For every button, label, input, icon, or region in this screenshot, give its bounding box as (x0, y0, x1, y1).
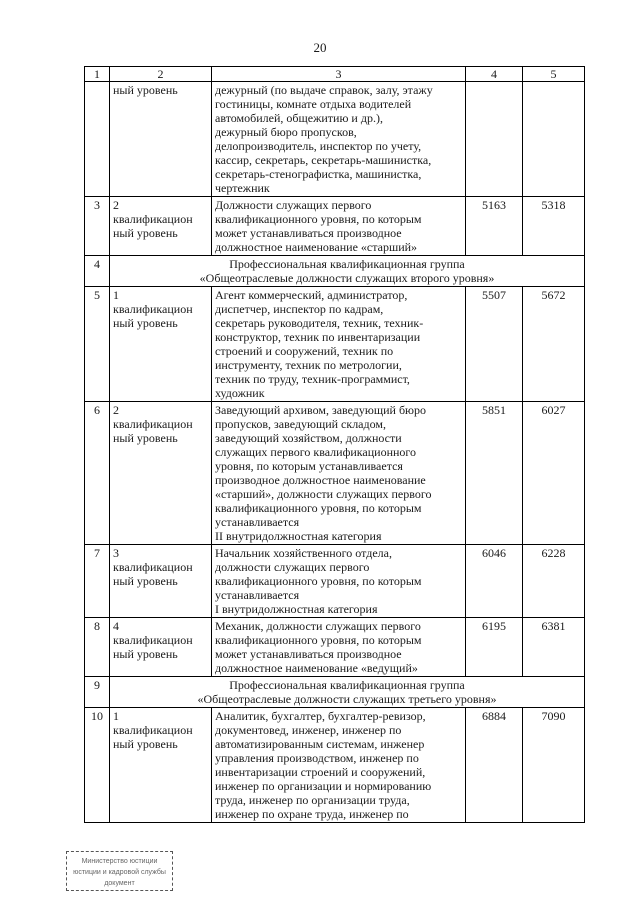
level-text-line: квалификацион (113, 417, 193, 431)
positions-text-line: может устанавливаться производное (215, 226, 402, 240)
positions-text-line: Механик, должности служащих первого (215, 619, 421, 633)
positions-text-line: секретарь руководителя, техник, техник- (215, 316, 424, 330)
positions-text-line: может устанавливаться производное (215, 647, 402, 661)
level-text-line: 4 (113, 619, 119, 633)
positions-text-line: Начальник хозяйственного отдела, (215, 546, 392, 560)
positions-text-line: инженер по организации и нормированию (215, 779, 432, 793)
row-number-cell: 6 (85, 402, 110, 545)
positions-text-line: конструктор, техник по инвентаризации (215, 330, 421, 344)
row-number-cell: 5 (85, 287, 110, 402)
table-header-row (85, 67, 585, 82)
group-row (85, 677, 585, 708)
level-text-line: ный уровень (113, 83, 178, 97)
header-cell-1: 1 (85, 67, 110, 82)
positions-text-line: автоматизированным системам, инженер (215, 737, 425, 751)
salary-cell-col5: 6381 (523, 618, 585, 677)
level-text-line: 1 (113, 709, 119, 723)
salary-cell-col4: 5851 (466, 402, 523, 545)
table-body (85, 67, 585, 823)
positions-text-line: инструменту, техник по метрологии, (215, 358, 402, 372)
positions-cell (212, 197, 466, 256)
salary-cell-col5 (523, 82, 585, 197)
positions-text-line: служащих первого квалификационного (215, 445, 417, 459)
positions-text-line: квалификационного уровня, по которым (215, 574, 422, 588)
qualification-level-cell (110, 545, 212, 618)
table-row (85, 545, 585, 618)
level-text-line: квалификацион (113, 302, 193, 316)
stamp-line: документ (104, 880, 135, 887)
positions-cell (212, 618, 466, 677)
table-row (85, 287, 585, 402)
positions-text-line: II внутридолжностная категория (215, 529, 382, 543)
positions-text-line: пропусков, заведующий складом, (215, 417, 386, 431)
salary-cell-col4 (466, 82, 523, 197)
group-title-cell (110, 677, 585, 708)
level-text-line: квалификацион (113, 633, 193, 647)
level-text-line: квалификацион (113, 212, 193, 226)
group-title-line: «Общеотраслевые должности служащих второго уровня» (199, 271, 495, 285)
positions-text-line: должностное наименование «старший» (215, 240, 418, 254)
positions-text-line: должностное наименование «ведущий» (215, 661, 418, 675)
stamp-line: Министерство юстиции (81, 858, 158, 865)
positions-text-line: Агент коммерческий, администратор, (215, 288, 408, 302)
positions-text-line: должности служащих первого (215, 560, 370, 574)
group-row (85, 256, 585, 287)
level-text-line: ный уровень (113, 574, 178, 588)
header-cell-5: 5 (523, 67, 585, 82)
positions-cell (212, 708, 466, 823)
positions-text-line: квалификационного уровня, по которым (215, 212, 422, 226)
row-number-cell (85, 82, 110, 197)
group-title-cell (110, 256, 585, 287)
level-text-line: квалификацион (113, 723, 193, 737)
positions-text-line: инвентаризации строений и сооружений, (215, 765, 426, 779)
row-number-cell: 7 (85, 545, 110, 618)
level-text-line: 3 (113, 546, 119, 560)
positions-text-line: труда, инженер по организации труда, (215, 793, 410, 807)
positions-text-line: кассир, секретарь, секретарь-машинистка, (215, 153, 432, 167)
salary-cell-col4: 6046 (466, 545, 523, 618)
qualification-level-cell (110, 618, 212, 677)
qualification-level-cell (110, 708, 212, 823)
table-row (85, 82, 585, 197)
table-row (85, 197, 585, 256)
registration-stamp (66, 851, 173, 891)
positions-text-line: заведующий хозяйством, должности (215, 431, 402, 445)
level-text-line: 1 (113, 288, 119, 302)
salary-cell-col5: 5318 (523, 197, 585, 256)
qualification-level-cell (110, 197, 212, 256)
group-title-line: Профессиональная квалификационная группа (229, 678, 465, 692)
salary-cell-col5: 7090 (523, 708, 585, 823)
positions-text-line: квалификационного уровня, по которым (215, 633, 422, 647)
salary-cell-col4: 6884 (466, 708, 523, 823)
positions-text-line: «старший», должности служащих первого (215, 487, 432, 501)
positions-text-line: художник (215, 386, 265, 400)
positions-text-line: чертежник (215, 181, 270, 195)
level-text-line: ный уровень (113, 226, 178, 240)
level-text-line: 2 (113, 198, 119, 212)
qualification-level-cell (110, 287, 212, 402)
table-row (85, 618, 585, 677)
row-number-cell: 10 (85, 708, 110, 823)
positions-text-line: дежурный (по выдаче справок, залу, этажу (215, 83, 433, 97)
group-title-line: Профессиональная квалификационная группа (229, 257, 465, 271)
positions-text-line: Должности служащих первого (215, 198, 372, 212)
positions-text-line: техник по труду, техник-программист, (215, 372, 410, 386)
level-text-line: ный уровень (113, 431, 178, 445)
qualification-table (84, 66, 585, 823)
level-text-line: ный уровень (113, 647, 178, 661)
positions-text-line: производное должностное наименование (215, 473, 426, 487)
positions-text-line: делопроизводитель, инспектор по учету, (215, 139, 422, 153)
header-cell-2: 2 (110, 67, 212, 82)
row-number-cell: 4 (85, 256, 110, 287)
positions-text-line: гостиницы, комнате отдыха водителей (215, 97, 412, 111)
positions-cell (212, 82, 466, 197)
positions-text-line: диспетчер, инспектор по кадрам, (215, 302, 384, 316)
positions-text-line: устанавливается (215, 588, 300, 602)
positions-text-line: устанавливается (215, 515, 300, 529)
positions-text-line: документовед, инженер, инженер по (215, 723, 402, 737)
salary-cell-col4: 5163 (466, 197, 523, 256)
positions-text-line: I внутридолжностная категория (215, 602, 378, 616)
qualification-level-cell (110, 402, 212, 545)
header-cell-4: 4 (466, 67, 523, 82)
positions-text-line: строений и сооружений, техник по (215, 344, 394, 358)
header-cell-3: 3 (212, 67, 466, 82)
positions-cell (212, 545, 466, 618)
salary-cell-col4: 6195 (466, 618, 523, 677)
row-number-cell: 8 (85, 618, 110, 677)
positions-text-line: инженер по охране труда, инженер по (215, 807, 409, 821)
row-number-cell: 9 (85, 677, 110, 708)
level-text-line: квалификацион (113, 560, 193, 574)
group-title-line: «Общеотраслевые должности служащих третьего уровня» (197, 692, 497, 706)
level-text-line: ный уровень (113, 316, 178, 330)
row-number-cell: 3 (85, 197, 110, 256)
table-row (85, 708, 585, 823)
positions-text-line: управления производством, инженер по (215, 751, 419, 765)
level-text-line: ный уровень (113, 737, 178, 751)
salary-cell-col5: 6228 (523, 545, 585, 618)
positions-text-line: секретарь-стенографистка, машинистка, (215, 167, 422, 181)
positions-cell (212, 287, 466, 402)
salary-cell-col5: 5672 (523, 287, 585, 402)
level-text-line: 2 (113, 403, 119, 417)
positions-cell (212, 402, 466, 545)
stamp-line: юстиции и кадровой службы (73, 869, 166, 876)
positions-text-line: дежурный бюро пропусков, (215, 125, 357, 139)
page-number: 20 (313, 40, 327, 55)
positions-text-line: автомобилей, общежитию и др.), (215, 111, 383, 125)
positions-text-line: уровня, по которым устанавливается (215, 459, 403, 473)
salary-cell-col5: 6027 (523, 402, 585, 545)
positions-text-line: Заведующий архивом, заведующий бюро (215, 403, 427, 417)
positions-text-line: Аналитик, бухгалтер, бухгалтер-ревизор, (215, 709, 426, 723)
qualification-level-cell (110, 82, 212, 197)
table-row (85, 402, 585, 545)
positions-text-line: квалификационного уровня, по которым (215, 501, 422, 515)
salary-cell-col4: 5507 (466, 287, 523, 402)
